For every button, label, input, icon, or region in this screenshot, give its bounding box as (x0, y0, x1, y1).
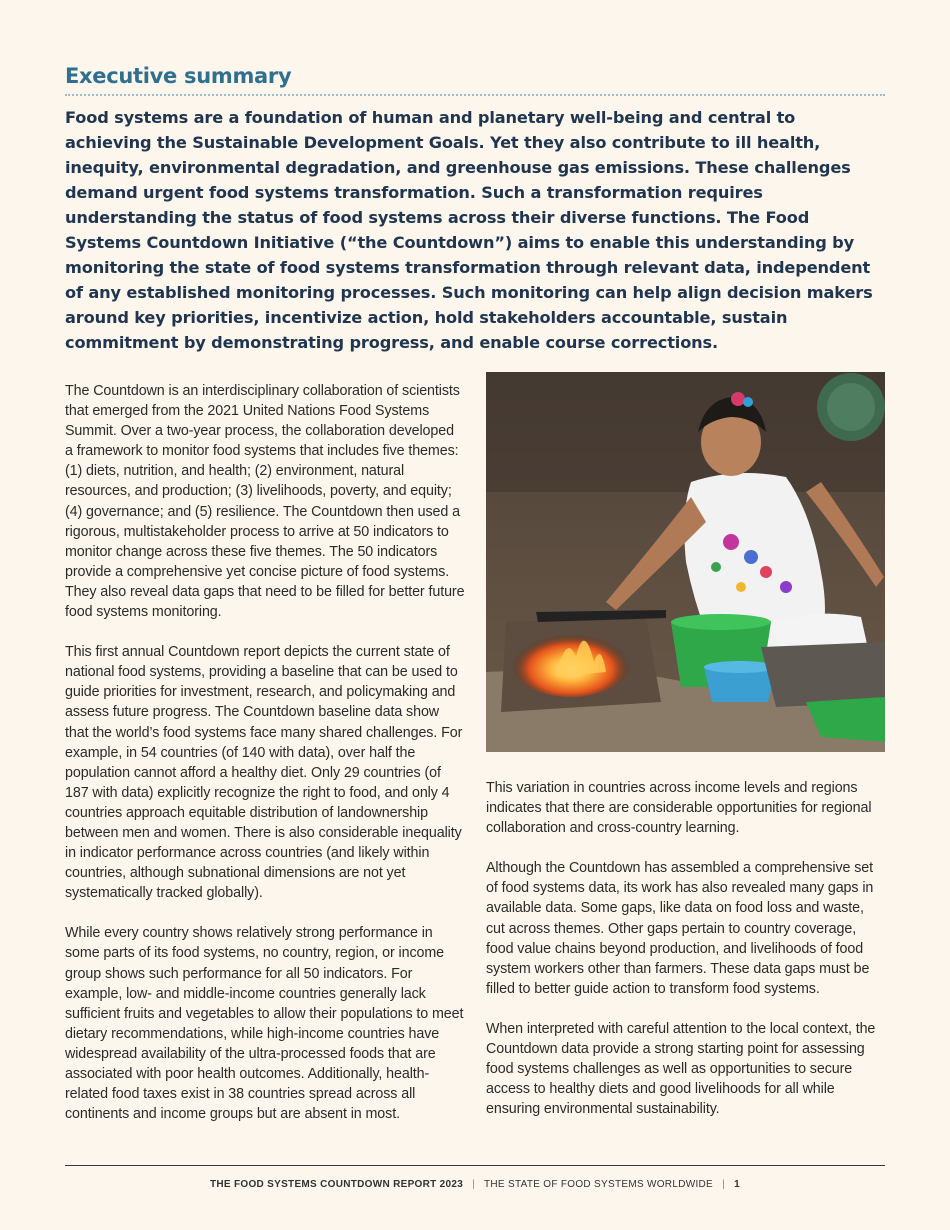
footer-subtitle: THE STATE OF FOOD SYSTEMS WORLDWIDE (484, 1179, 714, 1190)
body-paragraph: While every country shows relatively strong performance in some parts of its food systems, no country, region, or income group shows such performance for all 50 indicators. For example, low- and middle-income countries generally lack sufficient fruits and vegetables to allow their populations to meet dietary recommendations, while high-income countries have widespread availability of the ultra-processed foods that are associated with poor health outcomes. Additionally, health-related food taxes exist in 38 countries spread across all continents and income groups but are absent in most. (65, 925, 464, 1123)
page-footer (65, 1165, 885, 1190)
body-paragraph: When interpreted with careful attention to the local context, the Countdown data provide a strong starting point for assessing food systems challenges as well as opportunities to secure access to healthy diets and good livelihoods for all while ensuring environmental sustainability. (486, 1020, 876, 1118)
body-columns (65, 381, 885, 1144)
left-column (65, 381, 465, 1144)
woman-cooking-photo (486, 372, 885, 752)
section-title: Executive summary (65, 64, 885, 96)
body-paragraph: The Countdown is an interdisciplinary collaboration of scientists that emerged from the 2021 United Nations Food Systems Summit. Over a two-year process, the collaboration developed a framework to monitor food systems that includes five themes: (1) diets, nutrition, and health; (2) environment, natural resources, and production; (3) livelihoods, poverty, and equity; (4) governance; and (5) resilience. The Countdown then used a rigorous, multistakeholder process to arrive at 50 indicators to monitor change across these five themes. The 50 indicators provide a comprehensive yet concise picture of food systems. They also reveal data gaps that need to be filled for better future food systems monitoring. (65, 383, 465, 621)
body-paragraph: This variation in countries across income levels and regions indicates that there are considerable opportunities for regional collaboration and cross-country learning. (486, 780, 872, 837)
page-number: 1 (734, 1179, 740, 1190)
footer-separator: | (722, 1179, 726, 1190)
right-column (486, 381, 885, 1144)
footer-separator: | (472, 1179, 476, 1190)
page-content (65, 64, 885, 1144)
footer-report-name: THE FOOD SYSTEMS COUNTDOWN REPORT 2023 (209, 1179, 464, 1190)
lead-paragraph: Food systems are a foundation of human and planetary well-being and central to achieving the Sustainable Development Goals. Yet they also contribute to ill health, inequity, environmental degradation, and greenhouse gas emissions. These challenges demand urgent food systems transformation. Such a transformation requires understanding the status of food systems across their diverse functions. The Food Systems Countdown Initiative (“the Countdown”) aims to enable this understanding by monitoring the state of food systems transformation through relevant data, independent of any established monitoring processes. Such monitoring can help align decision makers around key priorities, incentivize action, hold stakeholders accountable, sustain commitment by demonstrating progress, and enable course corrections. (65, 108, 873, 352)
body-paragraph: This first annual Countdown report depicts the current state of national food systems, providing a baseline that can be used to guide priorities for investment, research, and policymaking and assess future progress. The Countdown baseline data show that the world’s food systems face many shared challenges. For example, in 54 countries (of 140 with data), over half the population cannot afford a healthy diet. Only 29 countries (of 187 with data) explicitly recognize the right to food, and only 4 countries approach equitable distribution of landownership between men and women. There is also considerable inequality in indicator performance across countries (and likely within countries, although subnational dimensions are not yet systematically tracked globally). (65, 644, 463, 902)
body-paragraph: Although the Countdown has assembled a comprehensive set of food systems data, its work has also revealed many gaps in available data. Some gaps, like data on food loss and waste, cut across themes. Other gaps pertain to country coverage, food value chains beyond production, and livelihoods of food system workers other than farmers. These data gaps must be filled to better guide action to transform food systems. (486, 860, 874, 997)
